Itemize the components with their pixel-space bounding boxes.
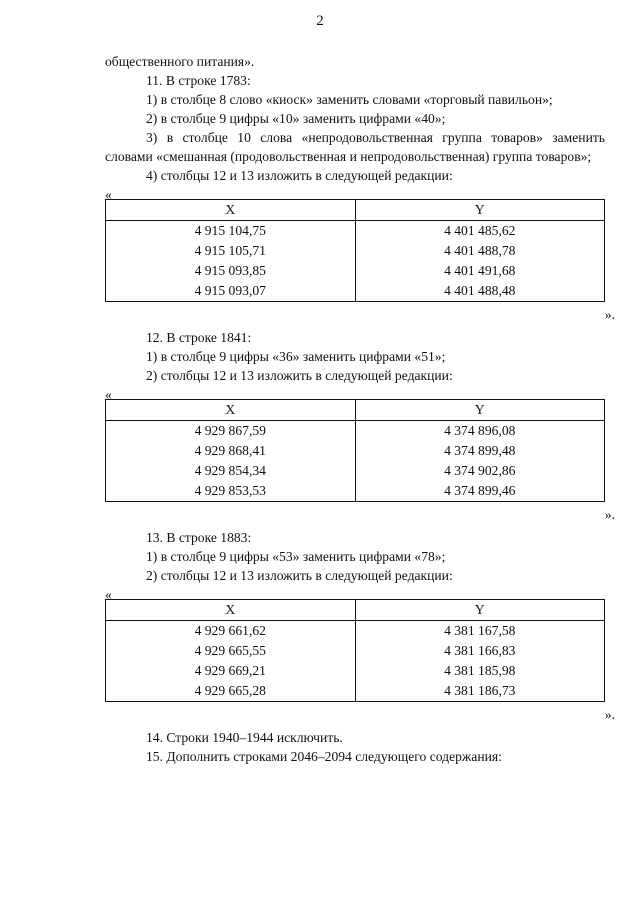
- cell-x: 4 915 105,71: [106, 241, 356, 261]
- amendment-item: 1) в столбце 8 слово «киоск» заменить словами «торговый павильон»;: [146, 92, 553, 107]
- cell-x: 4 929 669,21: [106, 661, 356, 681]
- cell-y: 4 401 488,78: [355, 241, 605, 261]
- cell-y: 4 374 896,08: [355, 421, 605, 442]
- table-row: [106, 621, 605, 642]
- coordinates-table: [105, 399, 605, 502]
- section-heading: 13. В строке 1883:: [146, 530, 252, 545]
- cell-x: 4 929 665,28: [106, 681, 356, 702]
- intro-line: общественного питания».: [105, 54, 255, 69]
- amendment-item: 2) столбцы 12 и 13 изложить в следующей редакции:: [146, 568, 453, 583]
- opening-quote: «: [105, 587, 112, 602]
- cell-x: 4 915 104,75: [106, 221, 356, 242]
- cell-y: 4 381 186,73: [355, 681, 605, 702]
- cell-y: 4 381 166,83: [355, 641, 605, 661]
- section-heading: 11. В строке 1783:: [146, 73, 251, 88]
- column-header-y: Y: [355, 600, 605, 621]
- opening-quote: «: [105, 187, 112, 202]
- final-amendments: [105, 728, 605, 766]
- amendment-section: [105, 328, 615, 528]
- cell-x: 4 929 867,59: [106, 421, 356, 442]
- cell-y: 4 374 899,46: [355, 481, 605, 502]
- table-row: [106, 221, 605, 242]
- section-heading: 12. В строке 1841:: [146, 330, 252, 345]
- column-header-x: X: [106, 400, 356, 421]
- table-row: [106, 681, 605, 702]
- amendment-item: 2) столбцы 12 и 13 изложить в следующей редакции:: [146, 368, 453, 383]
- table-header-row: [106, 600, 605, 621]
- cell-x: 4 929 868,41: [106, 441, 356, 461]
- document-body: [105, 52, 615, 766]
- cell-x: 4 915 093,85: [106, 261, 356, 281]
- table-row: [106, 481, 605, 502]
- page-number: 2: [316, 13, 324, 29]
- cell-x: 4 929 854,34: [106, 461, 356, 481]
- amendment-item: 14. Строки 1940–1944 исключить.: [146, 730, 343, 745]
- coordinates-table: [105, 199, 605, 302]
- cell-y: 4 401 491,68: [355, 261, 605, 281]
- table-row: [106, 241, 605, 261]
- amendment-item: 3) в столбце 10 слова «непродовольственная группа товаров» заменить словами «смешанная (продовольственная и непродовольственная) группа товаров»;: [105, 130, 605, 164]
- table-row: [106, 661, 605, 681]
- cell-x: 4 929 661,62: [106, 621, 356, 642]
- table-row: [106, 281, 605, 302]
- cell-x: 4 929 853,53: [106, 481, 356, 502]
- cell-y: 4 374 899,48: [355, 441, 605, 461]
- cell-y: 4 374 902,86: [355, 461, 605, 481]
- amendment-section: [105, 528, 615, 728]
- column-header-x: X: [106, 600, 356, 621]
- amendment-item: 2) в столбце 9 цифры «10» заменить цифрами «40»;: [146, 111, 446, 126]
- amendment-item: 4) столбцы 12 и 13 изложить в следующей редакции:: [146, 168, 453, 183]
- cell-y: 4 401 485,62: [355, 221, 605, 242]
- table-row: [106, 641, 605, 661]
- column-header-x: X: [106, 200, 356, 221]
- table-header-row: [106, 400, 605, 421]
- table-row: [106, 261, 605, 281]
- closing-quote: ».: [604, 307, 615, 322]
- cell-y: 4 381 167,58: [355, 621, 605, 642]
- closing-quote: ».: [604, 507, 615, 522]
- column-header-y: Y: [355, 400, 605, 421]
- table-row: [106, 421, 605, 442]
- amendment-section: [105, 71, 615, 328]
- amendment-item: 1) в столбце 9 цифры «53» заменить цифрами «78»;: [146, 549, 446, 564]
- cell-x: 4 929 665,55: [106, 641, 356, 661]
- opening-quote: «: [105, 387, 112, 402]
- table-header-row: [106, 200, 605, 221]
- cell-y: 4 401 488,48: [355, 281, 605, 302]
- cell-y: 4 381 185,98: [355, 661, 605, 681]
- cell-x: 4 915 093,07: [106, 281, 356, 302]
- coordinates-table: [105, 599, 605, 702]
- amendment-sections: [105, 71, 615, 728]
- column-header-y: Y: [355, 200, 605, 221]
- table-row: [106, 461, 605, 481]
- amendment-item: 15. Дополнить строками 2046–2094 следующего содержания:: [146, 749, 502, 764]
- closing-quote: ».: [604, 707, 615, 722]
- table-row: [106, 441, 605, 461]
- amendment-item: 1) в столбце 9 цифры «36» заменить цифрами «51»;: [146, 349, 446, 364]
